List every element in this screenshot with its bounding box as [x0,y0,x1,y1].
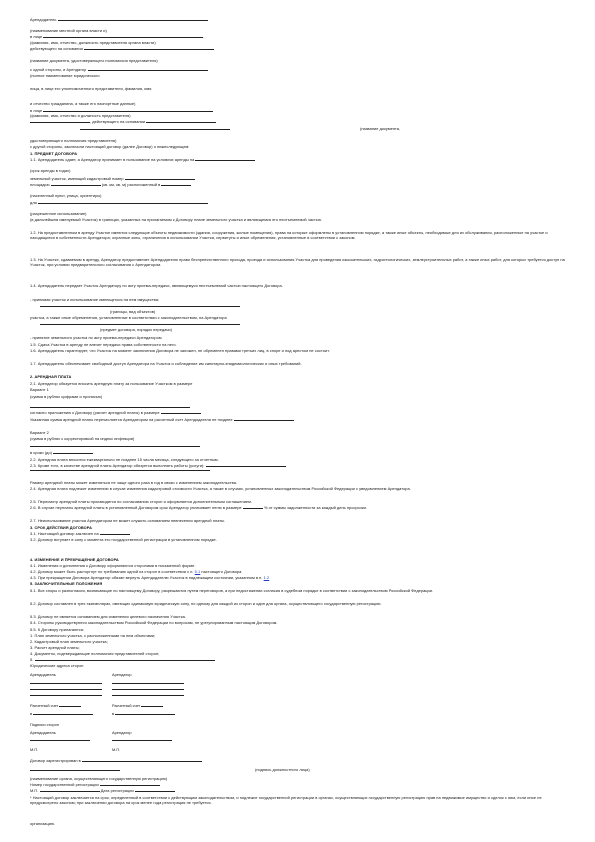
party-label: Арендодатель [30,730,56,735]
variant-label: Вариант 2 [30,430,49,435]
paragraph: 4.2. Договор может быть расторгнут по требованию одной из сторон в соответствии с п. 5.1 настоящего Договора. [30,569,243,574]
stamp-label: М.П. [112,747,121,752]
paragraph: 1.7. Арендодатель обеспечивает свободный доступ Арендатора на Участок и соблюдение им санитарно-эпидемиологических и иных требований. [30,361,302,366]
paragraph: 1.1. Арендодатель сдает, а Арендатор принимает в пользование на условиях аренды на [30,157,255,162]
blank-line [30,770,120,771]
field-caption: (границы, вид объектов) [110,309,156,314]
header-note: (название документа, удостоверяющего полномочия представителя) [30,58,158,63]
paragraph: 5.1. Все споры и разногласия, возникающие по настоящему Договору, разрешаются путем переговоров, а при недостижении согласия в судебном порядке в соответствии с законодательством Российской Федерации. [30,588,434,593]
field-caption: (предмет договора, порядок передачи) [100,327,172,332]
signature-line [112,740,172,741]
paragraph: земельный участок, имеющий кадастровый номер [30,176,195,181]
field-caption: (населенный пункт, улица, ориентиры) [30,193,102,198]
footer-line: Договор зарегистрирован в [30,758,202,763]
signature-line [30,740,90,741]
section-title: Юридические адреса сторон [30,663,84,668]
header-line: лица, в лице его уполномоченного представителя, фамилия, имя [30,86,152,91]
paragraph: 2.5. Пересмотр арендной платы производится по согласованию сторон и оформляется дополнительным соглашением. [30,499,252,504]
header-line: в лице [30,108,213,113]
paragraph: Размер арендной платы может изменяться не чаще одного раза в год в связи с изменением законодательства. [30,480,238,485]
paragraph: 2.4. Арендная плата подлежит изменению в случае изменения кадастровой стоимости Участка, а также в случаях, установленных законодательством Российской Федерации с уведомлением Арендатора. [30,486,411,491]
paragraph: 1.3. На Участке, сдаваемом в аренду, Арендатор предоставляет Арендодателю право беспрепятственного прохода, проезда и использования Участка для проведения изыскательских, гидрогеологических, землеустроительных работ, а также иных работ, для которых требуется доступ на Участок, при условии предварительного согласования с Арендатором. [30,257,565,267]
field-caption: (срок аренды в годах) [30,168,71,173]
section-title: 4. ИЗМЕНЕНИЕ И ПРЕКРАЩЕНИЕ ДОГОВОРА [30,557,119,562]
paragraph: 5.4. Стороны руководствуются законодательством Российской Федерации по вопросам, не урегулированным настоящим Договором. [30,620,278,625]
blank-line [112,695,184,696]
paragraph [40,303,240,308]
paragraph: 3.2. Договор вступает в силу с момента его государственной регистрации в установленном порядке. [30,537,217,542]
blank-line [30,683,102,684]
party-label: Арендатор [112,672,132,677]
field-caption: (разрешенное использование) [30,211,87,216]
header-line: в лице , [30,34,205,39]
header-line: с одной стороны, и Арендатор [30,67,208,72]
footer-line: Номер государственной регистрации [30,782,160,787]
section-title: 2. АРЕНДНАЯ ПЛАТА [30,374,72,379]
list-item: 4. Документы, подтверждающие полномочия представителей сторон; [30,651,160,656]
blank-line [112,689,184,690]
header-line: Арендодатель [30,17,208,22]
paragraph: 1.6. Арендодатель гарантирует, что Участок на момент заключения Договора не заложен, не обременен правами третьих лиц, в споре и под арестом не состоит. [30,348,330,353]
header-note: и отчество гражданина, а также его паспортные данные) [30,101,136,106]
account-label: Расчетный счет [112,703,163,708]
paragraph [30,443,200,448]
footer-note: (наименование органа, осуществляющего государственную регистрацию) [30,776,168,781]
header-line: удостоверяющего полномочия представителя) [30,138,117,143]
section-title: Подписи сторон [30,722,59,727]
field-caption: (сумма в рублях с корректировкой на индекс инфляции) [30,436,135,441]
header-note: (наименование местной органа власти и) [30,28,107,33]
paragraph: 5.3. Договор не является основанием для изменения целевого назначения Участка. [30,614,187,619]
section-title: 3. СРОК ДЕЙСТВИЯ ДОГОВОРА [30,525,92,530]
header-line [80,126,230,131]
footer-line: М.П. Дата регистрации [30,788,175,793]
list-item: 1. План земельного участка, с расположенными на нем объектами; [30,633,156,638]
paragraph: 2.3. Кроме того, в качестве арендной платы Арендатор обязуется выполнять работы (услуги): [30,463,286,468]
paragraph: 2.6. В случае неуплаты арендной платы в установленный Договором срок Арендатор уплачивает пеню в размере % от суммы задолженности за каждый день просрочки. [30,505,367,510]
paragraph: 2.7. Неиспользование участка Арендатором не может служить основанием невнесения арендной платы. [30,518,226,523]
paragraph: 3.1. Настоящий договор заключен на [30,531,130,536]
party-label: Арендатор [112,730,132,735]
paragraph: 4.3. При прекращении Договора Арендатор обязан вернуть Арендодателю Участок в надлежащем состоянии, указанном в п. 1.2 [30,575,270,580]
clause-link[interactable]: 1.2 [263,575,270,580]
field-caption: (сумма в рублях цифрами и прописью) [30,394,103,399]
paragraph [30,404,190,409]
section-title: 5. ЗАКЛЮЧИТЕЛЬНЫЕ ПОЛОЖЕНИЯ [30,581,103,586]
paragraph: для [30,200,208,205]
footnote: * Настоящий договор заключается на срок, определенный в соответствии с действующим законодательством, и подлежит государственной регистрации в органах, осуществляющих государственную регистрацию прав на недвижимое имущество и сделок с ним, если иное не предусмотрено законом; при заключении договора на срок менее года регистрация не требуется. [30,795,542,805]
account-label: Расчетный счет [30,703,81,708]
bank-label: в [30,711,93,716]
paragraph: 5.5. К Договору прилагаются: [30,627,85,632]
list-item: 2. Кадастровый план земельного участка; [30,639,108,644]
clause-link[interactable]: 5.1 [194,569,201,574]
section-title: 1. ПРЕДМЕТ ДОГОВОРА [30,151,78,156]
header-line: действующего на основании [30,46,214,51]
header-line: , действующего на основании [30,119,216,124]
paragraph: участка, а также иные обременения, установленные в соответствии с законодательством, на Арендатора [30,315,227,320]
blank-line [30,695,102,696]
bank-label: в [112,711,175,716]
paragraph: - принятие земельного участка по акту приема-передачи Арендатором [30,335,162,340]
paragraph: 5.2. Договор составлен в трех экземплярах, имеющих одинаковую юридическую силу, по одному для каждой из сторон и один для органа, осуществляющего государственную регистрацию. [30,601,382,606]
blank-line [30,470,210,471]
list-item: 3. Расчет арендной платы; [30,645,80,650]
paragraph: согласно приложению к Договору (расчет арендной платы) в размере [30,410,201,415]
paragraph: 1.2. На предоставленном в аренду Участке имеются следующие объекты недвижимости (здания, сооружения, жилые помещения), права на которые оформлены в установленном порядке, а также иные объекты, необходимые для их обслуживания, расположенные на участке и находящиеся в собственности Арендатора; охранные зоны, ограничения в использовании Участка, сервитуты и иные обременения, установленные в соответствии с законом. [30,230,548,240]
header-note: (фамилия, имя, отчество и должность представителя) [30,113,131,118]
party-label: Арендодатель [30,672,56,677]
paragraph: площадью (кв. км, кв. м) расположенный в [30,182,191,187]
paragraph: 1.5. Сдача Участка в аренду не влечет передачи права собственности на него. [30,342,177,347]
paragraph: 2.2. Арендная плата вносится ежеквартально не позднее 15 числа месяца, следующего за отчетным. [30,457,219,462]
header-note: (полное наименование юридического [30,73,100,78]
list-item: 5. [30,657,215,662]
paragraph: в сроки (до) [30,450,93,455]
header-line: с другой стороны, заключили настоящий договор (далее Договор) о нижеследующем: [30,144,190,149]
footnote: организацию. [30,821,56,826]
paragraph: 4.1. Изменения и дополнения к Договору оформляются сторонами в письменной форме. [30,563,196,568]
header-note: (фамилия, имя, отчество, должность представителя органа власти) [30,40,156,45]
paragraph: - принимая участок и использование имеющегося на нем имущества: [30,297,160,302]
paragraph [40,321,240,326]
blank-line [112,683,184,684]
header-note: (название документа, [360,126,401,131]
variant-label: Вариант 1 [30,387,49,392]
paragraph: 2.1. Арендатор обязуется вносить арендную плату за пользование Участком в размере [30,381,193,386]
paragraph: (в дальнейшем именуемый Участок) в границах, указанных на прилагаемом к Договору плане земельного участка и являющемся его неотъемлемой частью. [30,217,323,222]
paragraph: 1.4. Арендодатель передает Участок Арендатору по акту приема-передачи, являющемуся неотъемлемой частью настоящего Договора. [30,283,283,288]
footer-note: (подпись должностного лица) [255,767,310,772]
paragraph: Указанная сумма арендной платы перечисляется Арендатором на расчетный счет Арендодателя не позднее [30,417,565,422]
stamp-label: М.П. [30,747,39,752]
blank-line [30,689,102,690]
